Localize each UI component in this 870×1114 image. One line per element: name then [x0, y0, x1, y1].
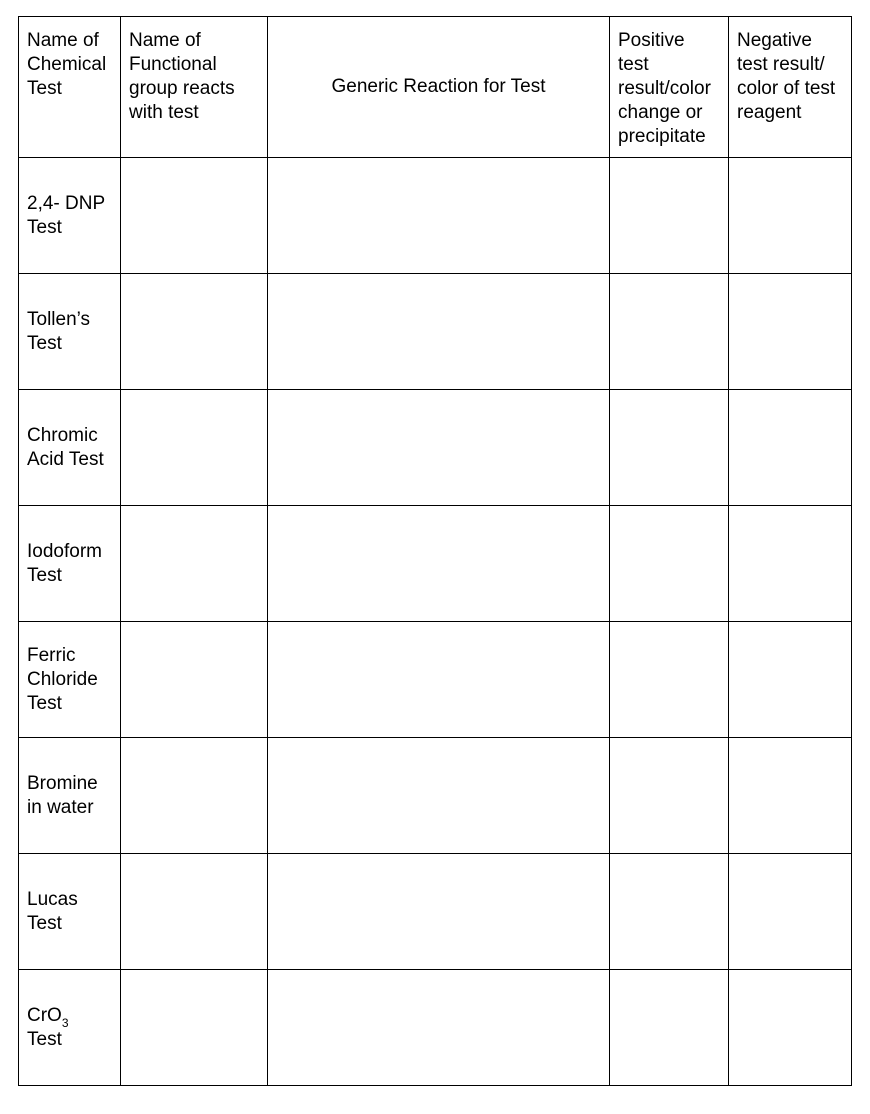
negative-result-cell[interactable]: [729, 506, 852, 622]
table-row: [19, 854, 852, 970]
header-negative-result-label: Negative test result/ color of test reagent: [737, 30, 836, 123]
functional-group-cell[interactable]: [121, 390, 268, 506]
functional-group-cell[interactable]: [121, 622, 268, 738]
test-name: Lucas Test: [27, 888, 78, 934]
header-positive-result-label: Positive test result/color change or precipitate: [618, 30, 711, 147]
table-header-row: [19, 17, 852, 158]
test-name-cell: [19, 738, 121, 854]
test-name: [19, 1004, 120, 1052]
header-functional-group: [121, 17, 268, 158]
table-row: [19, 274, 852, 390]
generic-reaction-cell[interactable]: [268, 158, 610, 274]
test-name-cell: [19, 622, 121, 738]
header-test-name-label: Name of Chemical Test: [27, 30, 107, 99]
test-name: Ferric Chloride Test: [27, 644, 98, 714]
negative-result-cell[interactable]: [729, 622, 852, 738]
header-generic-reaction: [268, 17, 610, 158]
negative-result-cell[interactable]: [729, 158, 852, 274]
negative-result-cell[interactable]: [729, 390, 852, 506]
table-row: [19, 970, 852, 1086]
test-name-cell: [19, 390, 121, 506]
functional-group-cell[interactable]: [121, 970, 268, 1086]
negative-result-cell[interactable]: [729, 738, 852, 854]
positive-result-cell[interactable]: [610, 158, 729, 274]
functional-group-cell[interactable]: [121, 854, 268, 970]
formula-base: CrO: [27, 1004, 62, 1026]
generic-reaction-cell[interactable]: [268, 506, 610, 622]
generic-reaction-cell[interactable]: [268, 854, 610, 970]
test-name-cell: [19, 158, 121, 274]
table-row: [19, 738, 852, 854]
test-name-cell: [19, 854, 121, 970]
header-functional-group-label: Name of Functional group reacts with test: [129, 30, 235, 123]
negative-result-cell[interactable]: [729, 274, 852, 390]
negative-result-cell[interactable]: [729, 970, 852, 1086]
header-positive-result: [610, 17, 729, 158]
formula-tail: Test: [27, 1028, 62, 1050]
positive-result-cell[interactable]: [610, 506, 729, 622]
table-row: [19, 390, 852, 506]
positive-result-cell[interactable]: [610, 738, 729, 854]
functional-group-cell[interactable]: [121, 274, 268, 390]
functional-group-cell[interactable]: [121, 738, 268, 854]
header-negative-result: [729, 17, 852, 158]
test-name-cell: [19, 506, 121, 622]
test-name: Chromic Acid Test: [27, 424, 104, 470]
table-row: [19, 158, 852, 274]
positive-result-cell[interactable]: [610, 854, 729, 970]
header-test-name: [19, 17, 121, 158]
functional-group-cell[interactable]: [121, 506, 268, 622]
negative-result-cell[interactable]: [729, 854, 852, 970]
test-name-cell: [19, 970, 121, 1086]
header-generic-reaction-label: Generic Reaction for Test: [331, 76, 546, 97]
test-name: 2,4- DNP Test: [27, 192, 105, 238]
positive-result-cell[interactable]: [610, 390, 729, 506]
positive-result-cell[interactable]: [610, 622, 729, 738]
chemical-tests-table: [18, 16, 852, 1086]
test-name: Bromine in water: [27, 772, 98, 818]
test-name: Iodoform Test: [27, 540, 102, 586]
test-name: Tollen’s Test: [27, 308, 91, 354]
generic-reaction-cell[interactable]: [268, 390, 610, 506]
generic-reaction-cell[interactable]: [268, 622, 610, 738]
positive-result-cell[interactable]: [610, 274, 729, 390]
table-row: [19, 506, 852, 622]
generic-reaction-cell[interactable]: [268, 738, 610, 854]
generic-reaction-cell[interactable]: [268, 970, 610, 1086]
formula-subscript: 3: [61, 1015, 69, 1030]
test-name-cell: [19, 274, 121, 390]
table-row: [19, 622, 852, 738]
positive-result-cell[interactable]: [610, 970, 729, 1086]
generic-reaction-cell[interactable]: [268, 274, 610, 390]
functional-group-cell[interactable]: [121, 158, 268, 274]
